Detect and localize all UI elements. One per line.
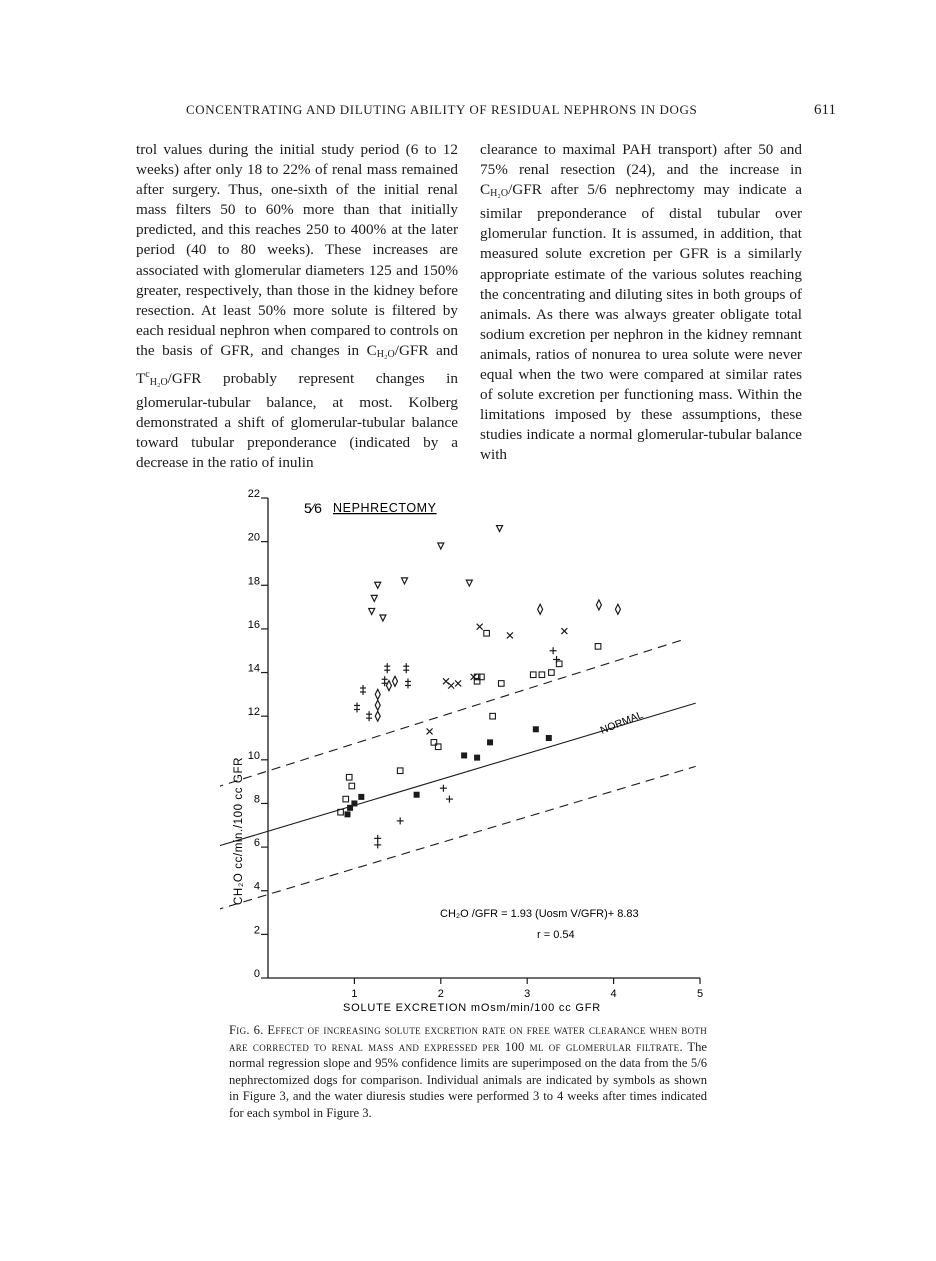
data-point-filled-square bbox=[461, 752, 467, 758]
data-point-open-triangle bbox=[497, 526, 503, 532]
paragraph bbox=[480, 140, 802, 466]
text-segment: trol values during the initial study period (6 to 12 weeks) after only 18 to 22% of renal mass remained after surgery. Thus, one-sixth of the initial renal mass filters 50 to 60% more than that initially predicted, and this reaches 250 to 400% at the later period (40 to 80 weeks). These increases are associated with glomerular diameters 125 and 150% greater, respectively, than those in the kidney before resection. At least 50% more solute is filtered by each residual nephron when compared to controls on the basis of GFR, and changes in C bbox=[136, 141, 458, 359]
figure-caption-text: The normal regression slope and 95% confidence limits are superimposed on the data from the 5/6 nephrectomized dogs for comparison. Individual animals are indicated by symbols as shown in Figure 3, and the water diuresis studies were performed 3 to 4 weeks after times indicated for each symbol in Figure 3. bbox=[229, 1039, 707, 1120]
data-point-open-square bbox=[595, 644, 601, 650]
subscript: H₂O bbox=[490, 188, 509, 200]
confidence-limit-upper bbox=[220, 640, 683, 797]
data-point-filled-square bbox=[344, 811, 350, 817]
y-tick-label: 4 bbox=[253, 880, 260, 893]
y-tick-label: 14 bbox=[247, 662, 260, 675]
data-point-open-diamond bbox=[375, 711, 380, 721]
x-tick-label: 2 bbox=[437, 988, 444, 1000]
data-point-open-square bbox=[498, 681, 504, 687]
paragraph bbox=[136, 140, 458, 474]
page-number: 611 bbox=[814, 102, 836, 118]
data-point-cross bbox=[427, 728, 433, 734]
x-tick-label: 4 bbox=[610, 988, 617, 1000]
y-tick-label: 16 bbox=[247, 618, 260, 631]
data-point-open-triangle bbox=[375, 582, 381, 588]
data-point-open-triangle bbox=[402, 578, 408, 584]
data-point-cross bbox=[477, 624, 483, 630]
data-point-open-diamond bbox=[393, 676, 398, 686]
y-tick-label: 0 bbox=[253, 968, 260, 980]
data-point-double-dagger bbox=[405, 678, 411, 688]
y-tick-label: 10 bbox=[247, 749, 260, 762]
x-tick-label: 5 bbox=[696, 988, 704, 1000]
data-point-plus bbox=[446, 796, 453, 803]
x-tick-label: 3 bbox=[524, 988, 531, 1000]
data-point-plus bbox=[397, 817, 404, 824]
data-point-open-triangle bbox=[371, 595, 377, 601]
scatter-chart bbox=[220, 486, 720, 1016]
y-tick-label: 22 bbox=[247, 488, 260, 500]
regression-equation: CH₂O /GFR = 1.93 (Uosm V/GFR)+ 8.83 bbox=[440, 908, 639, 920]
data-point-open-diamond bbox=[615, 604, 620, 614]
chart-title-fraction: 5⁄6 bbox=[304, 500, 322, 516]
data-point-plus bbox=[553, 656, 560, 663]
data-point-double-dagger bbox=[403, 663, 409, 673]
axes bbox=[248, 488, 703, 1000]
confidence-limit-lower bbox=[220, 766, 696, 919]
subscript: H₂O bbox=[149, 377, 168, 389]
data-point-open-square bbox=[484, 630, 490, 636]
data-point-open-diamond bbox=[375, 689, 380, 699]
data-point-plus bbox=[550, 647, 557, 654]
y-tick-label: 12 bbox=[247, 706, 260, 719]
y-axis-label: CH₂O cc/min./100 cc GFR bbox=[233, 757, 245, 905]
data-point-plus bbox=[440, 785, 447, 792]
data-point-open-square bbox=[346, 774, 352, 780]
data-point-filled-square bbox=[487, 739, 493, 745]
body-column-left bbox=[136, 140, 458, 474]
data-point-cross bbox=[448, 683, 454, 689]
figure-caption bbox=[229, 1022, 707, 1122]
normal-line-label: NORMAL bbox=[598, 708, 645, 737]
data-point-double-dagger bbox=[384, 663, 390, 673]
data-point-open-triangle bbox=[438, 543, 444, 549]
data-point-open-triangle bbox=[369, 608, 375, 614]
data-point-open-square bbox=[490, 713, 496, 719]
data-point-double-dagger bbox=[366, 711, 372, 721]
data-point-filled-square bbox=[533, 726, 539, 732]
data-point-filled-square bbox=[546, 735, 552, 741]
body-column-right bbox=[480, 140, 802, 466]
text-segment: /GFR and T bbox=[136, 341, 458, 388]
text-segment: /GFR after 5/6 nephrectomy may indicate a similar preponderance of distal tubular over glomerular function. It is assumed, in addition, that measured solute excretion per GFR is a similarly appropriate estimate of the various solutes reaching the concentrating and diluting sites in both groups of animals. As there was always greater obligate total sodium excretion per nephron in the kidney remnant animals, ratios of nonurea to urea solute were never equal when the two were compared at similar rates of solute excretion per functioning mass. Within the limitations imposed by these assumptions, these studies indicate a normal glomerular-tubular balance with bbox=[480, 181, 802, 464]
data-point-open-diamond bbox=[596, 600, 601, 610]
data-point-filled-square bbox=[414, 792, 420, 798]
text-segment: /GFR probably represent changes in glomerular-tubular balance, at most. Kolberg demonstrated a shift of glomerular-tubular balance toward tubular preponderance (indicated by a decrease in the ratio of inulin bbox=[136, 370, 458, 472]
data-point-open-square bbox=[397, 768, 403, 774]
y-tick-label: 2 bbox=[253, 924, 260, 937]
subscript: H₂O bbox=[376, 348, 395, 360]
data-point-filled-square bbox=[358, 794, 364, 800]
data-point-open-square bbox=[530, 672, 536, 678]
superscript: c bbox=[145, 369, 150, 381]
data-point-cross bbox=[455, 680, 461, 686]
figure-caption-label: Fig. 6. Effect of increasing solute excretion rate on free water clearance when both are corrected to renal mass and expressed per 100 ml of glomerular filtrate. bbox=[229, 1023, 707, 1054]
data-point-open-diamond bbox=[375, 700, 380, 710]
chart-labels bbox=[233, 500, 645, 1014]
data-point-plus bbox=[374, 841, 381, 848]
data-point-filled-square bbox=[351, 800, 357, 806]
data-point-open-square bbox=[539, 672, 545, 678]
y-tick-label: 18 bbox=[247, 575, 260, 588]
data-point-open-square bbox=[556, 661, 562, 667]
data-points bbox=[338, 526, 621, 849]
data-point-open-square bbox=[549, 670, 555, 676]
running-title: CONCENTRATING AND DILUTING ABILITY OF RESIDUAL NEPHRONS IN DOGS bbox=[186, 102, 698, 117]
y-tick-label: 8 bbox=[253, 793, 260, 806]
data-point-open-diamond bbox=[386, 681, 391, 691]
regression-lines bbox=[220, 640, 696, 919]
y-tick-label: 6 bbox=[253, 837, 260, 850]
correlation-coefficient: r = 0.54 bbox=[537, 929, 575, 941]
data-point-open-square bbox=[349, 783, 355, 789]
data-point-filled-square bbox=[474, 755, 480, 761]
data-point-open-triangle bbox=[380, 615, 386, 621]
chart-title: NEPHRECTOMY bbox=[333, 501, 437, 515]
data-point-cross bbox=[561, 628, 567, 634]
data-point-open-triangle bbox=[466, 580, 472, 586]
data-point-cross bbox=[507, 632, 513, 638]
data-point-open-square bbox=[343, 796, 349, 802]
text-segment: clearance to maximal PAH transport) after 50 and 75% renal resection (24), and the increase in C bbox=[480, 141, 802, 199]
data-point-plus bbox=[374, 835, 381, 842]
data-point-double-dagger bbox=[354, 702, 360, 712]
x-axis-label: SOLUTE EXCRETION mOsm/min/100 cc GFR bbox=[342, 1002, 602, 1014]
x-tick-label: 1 bbox=[351, 988, 358, 1000]
data-point-open-diamond bbox=[538, 604, 543, 614]
y-tick-label: 20 bbox=[247, 531, 260, 544]
running-head bbox=[0, 102, 936, 124]
data-point-double-dagger bbox=[360, 685, 366, 695]
